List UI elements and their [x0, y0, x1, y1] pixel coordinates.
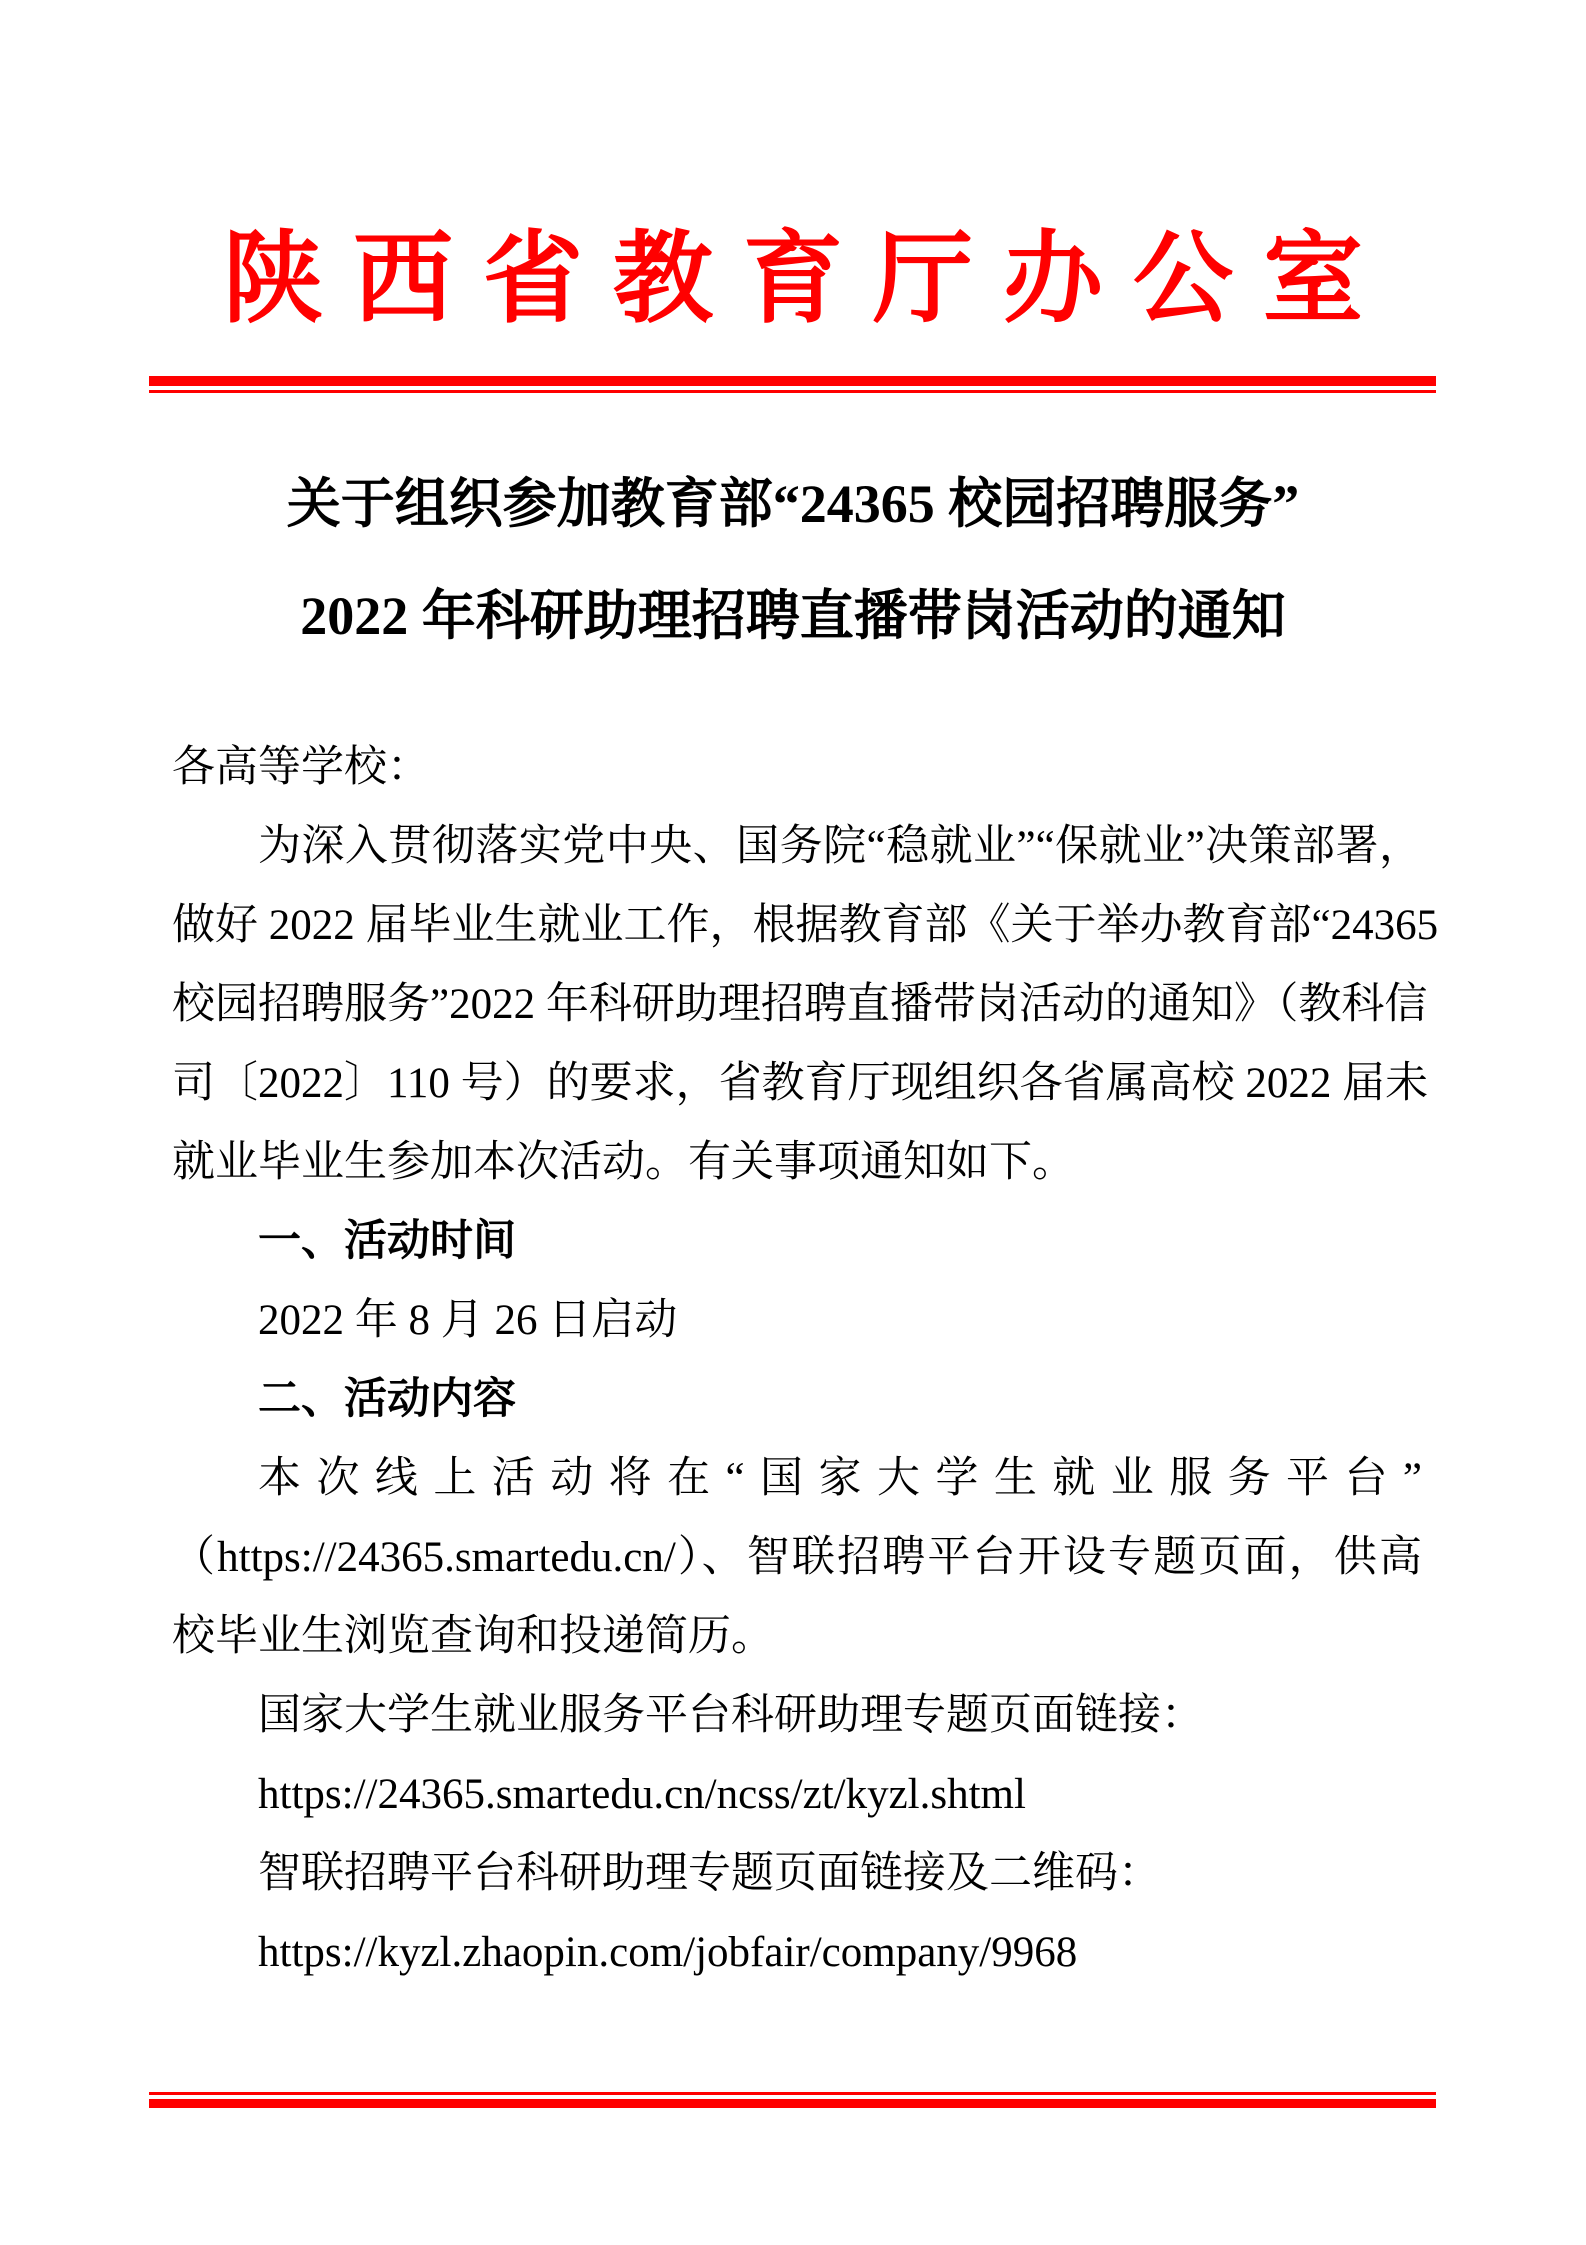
body-line: 为深入贯彻落实党中央、国务院“稳就业”“保就业”决策部署， [258, 823, 1422, 870]
body-line: 智联招聘平台科研助理专题页面链接及二维码： [258, 1850, 1161, 1897]
document-title-line1: 关于组织参加教育部“24365 校园招聘服务” [286, 474, 1300, 534]
document-title [0, 448, 1586, 672]
activity-date-line: 2022 年 8 月 26 日启动 [258, 1297, 678, 1344]
divider-thick-bar [149, 2099, 1436, 2108]
document-title-line2: 2022 年科研助理招聘直播带岗活动的通知 [300, 586, 1286, 646]
body-line: 做好 2022 届毕业生就业工作，根据教育部《关于举办教育部“24365 [172, 902, 1439, 949]
body-line: 本次线上活动将在“国家大学生就业服务平台” [258, 1455, 1422, 1502]
section-heading-2: 二、活动内容 [258, 1375, 516, 1423]
body-line: 校毕业生浏览查询和投递简历。 [172, 1613, 774, 1660]
body-line: 国家大学生就业服务平台科研助理专题页面链接： [258, 1692, 1204, 1739]
body-line: （https://24365.smartedu.cn/）、智联招聘平台开设专题页面，供高 [172, 1534, 1422, 1581]
divider-thick-bar [149, 376, 1436, 386]
section-heading-1: 一、活动时间 [258, 1217, 516, 1265]
divider-thin-bar [149, 390, 1436, 393]
body-line: 就业毕业生参加本次活动。有关事项通知如下。 [172, 1139, 1075, 1186]
footer-divider [149, 2092, 1436, 2108]
document-body [172, 728, 1439, 1992]
salutation: 各高等学校： [172, 744, 430, 791]
url-line-zhaopin: https://kyzl.zhaopin.com/jobfair/company/9968 [258, 1929, 1078, 1976]
letterhead-title: 陕西省教育厅办公室 [223, 224, 1393, 335]
body-line: 司〔2022〕110 号）的要求，省教育厅现组织各省属高校 2022 届未 [172, 1060, 1429, 1107]
letterhead-divider [149, 376, 1436, 393]
body-line: 校园招聘服务”2022 年科研助理招聘直播带岗活动的通知》（教科信 [172, 981, 1428, 1028]
url-line-smartedu: https://24365.smartedu.cn/ncss/zt/kyzl.shtml [258, 1771, 1026, 1818]
